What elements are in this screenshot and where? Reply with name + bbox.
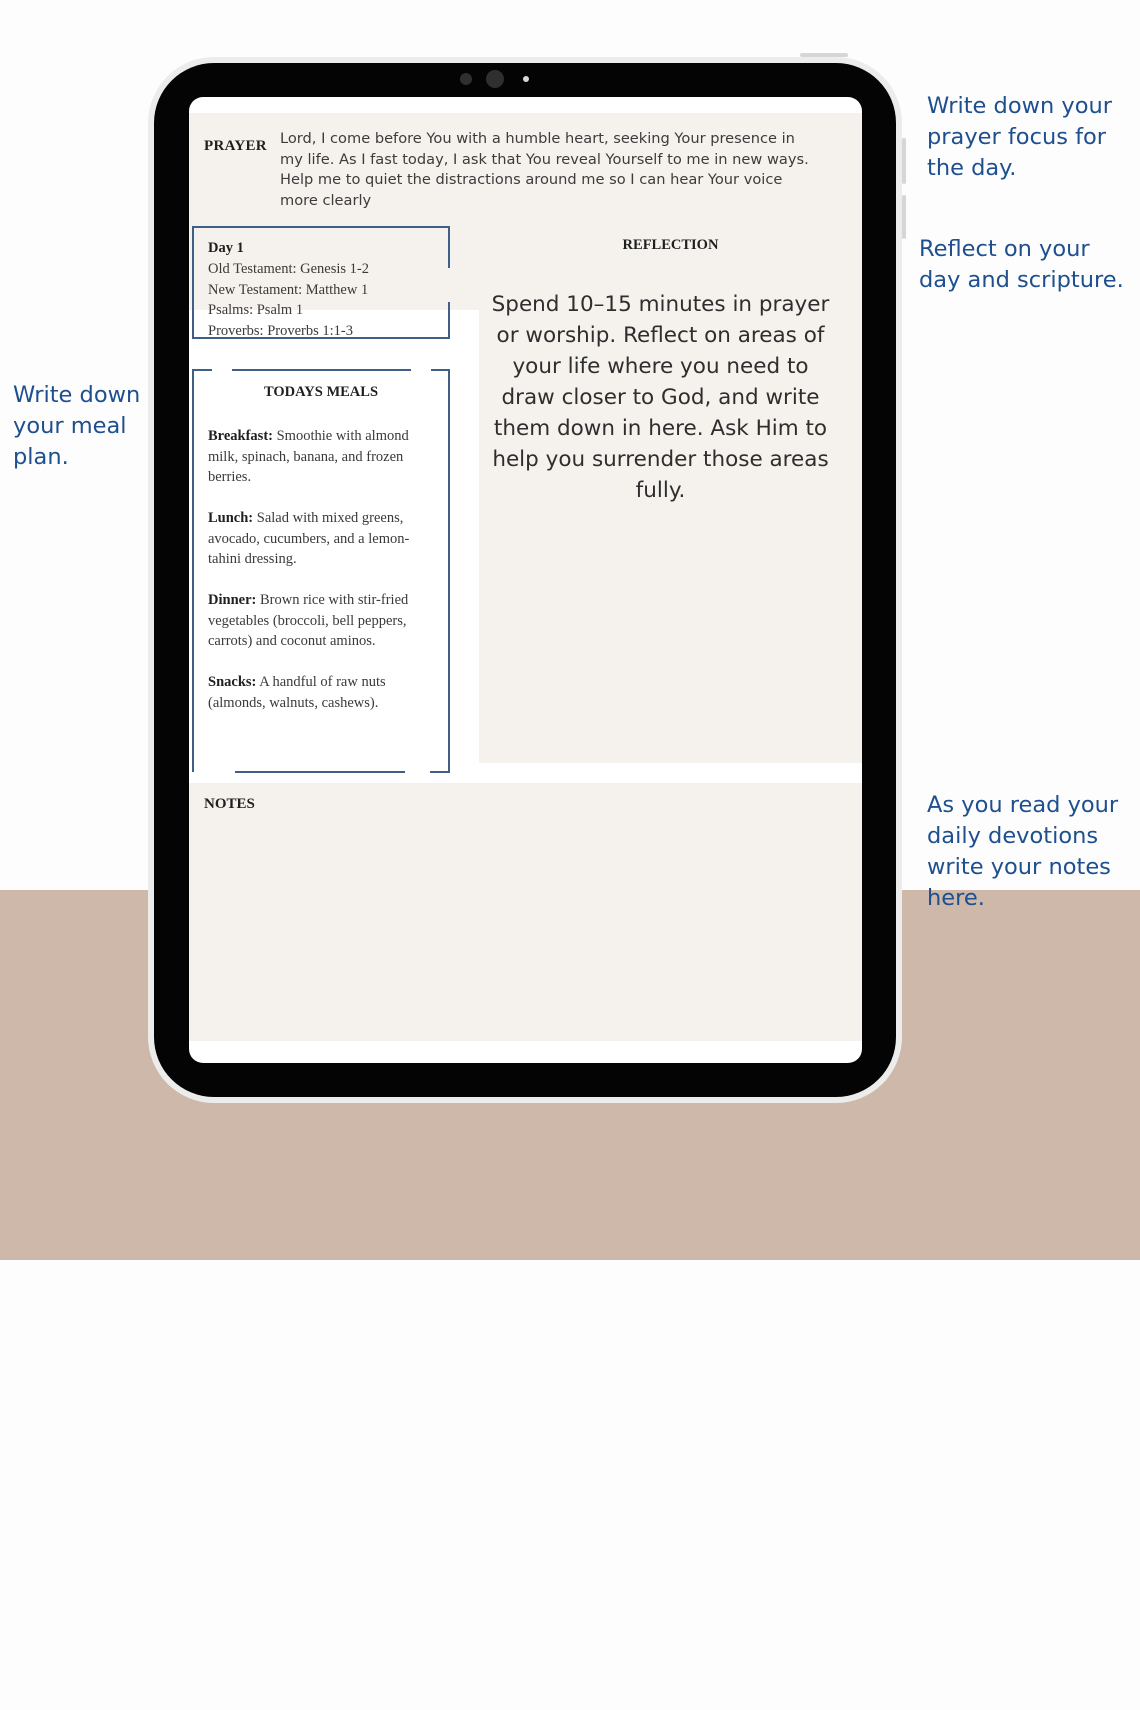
meals-box-border (448, 369, 450, 772)
callout-line: plan. (13, 444, 69, 470)
meals-box-border (192, 369, 212, 371)
prayer-line: Lord, I come before You with a humble heart, seeking Your presence in (280, 130, 795, 147)
camera-icon (486, 70, 504, 88)
prayer-line: Help me to quiet the distractions around me so I can hear Your voice (280, 171, 783, 188)
tablet-screen (189, 97, 862, 1063)
box-border (448, 302, 450, 339)
reflection-title: REFLECTION (622, 237, 719, 253)
top-button (800, 53, 848, 57)
callout-line: day and scripture. (919, 267, 1124, 293)
callout-line: Write down your (927, 93, 1113, 119)
prayer-line: more clearly (280, 191, 372, 209)
notes-callout (927, 790, 1118, 914)
meal-text: A handful of raw nuts (almonds, walnuts, cashews). (208, 674, 386, 711)
meals-callout (13, 380, 140, 473)
callout-line: Write down (13, 382, 141, 408)
meals-box-border (232, 369, 411, 371)
psalms-reading: Psalms: Psalm 1 (208, 302, 304, 319)
callout-line: daily devotions (927, 823, 1099, 849)
light-sensor-icon (523, 76, 529, 82)
callout-line: prayer focus for (927, 124, 1107, 150)
meal-breakfast[interactable] (208, 426, 440, 488)
meals-box-border (235, 771, 405, 773)
callout-line: the day. (927, 155, 1017, 181)
meal-text: Smoothie with almond milk, spinach, banana, and frozen berries. (208, 428, 409, 486)
meal-label: Dinner: (208, 592, 257, 608)
notes-label: NOTES (204, 796, 255, 812)
proverbs-reading: Proverbs: Proverbs 1:1-3 (208, 323, 353, 340)
callout-line: Reflect on your (919, 236, 1090, 262)
meal-label: Snacks: (208, 674, 257, 690)
meal-dinner[interactable] (208, 590, 440, 652)
callout-line: As you read your (927, 792, 1119, 818)
notes-panel[interactable] (189, 783, 862, 1041)
reflection-prompt: Spend 10–15 minutes in prayer or worship. Reflect on areas of your life where you need to draw closer to God, and write them down in here. Ask Him to help you surrender those areas fully. (491, 292, 830, 503)
volume-button (902, 138, 906, 184)
volume-button-2 (902, 195, 906, 239)
callout-line: write your notes (927, 854, 1111, 880)
meals-box-border (192, 369, 194, 772)
meals-box-border (430, 771, 450, 773)
prayer-line: my life. As I fast today, I ask that You reveal Yourself to me in new ways. (280, 150, 809, 168)
box-border (448, 226, 450, 268)
meal-text: Salad with mixed greens, avocado, cucumbers, and a lemon-tahini dressing. (208, 510, 410, 568)
reflection-panel[interactable] (479, 226, 862, 763)
prayer-callout (927, 91, 1112, 184)
old-testament-reading: Old Testament: Genesis 1-2 (208, 260, 370, 277)
meal-label: Lunch: (208, 510, 254, 526)
prayer-text (280, 129, 810, 211)
reflection-callout (919, 234, 1124, 296)
meal-snacks[interactable] (208, 672, 440, 713)
new-testament-reading: New Testament: Matthew 1 (208, 281, 369, 298)
callout-line: your meal (13, 413, 127, 439)
day-title: Day 1 (208, 240, 244, 256)
meal-label: Breakfast: (208, 428, 273, 444)
callout-line: here. (927, 885, 985, 911)
scripture-reading-list (208, 238, 369, 342)
prayer-label: PRAYER (204, 138, 267, 154)
meal-lunch[interactable] (208, 508, 440, 570)
meals-title: TODAYS MEALS (263, 384, 379, 400)
meals-box-border (431, 369, 450, 371)
sensor-icon (460, 73, 472, 85)
meal-text: Brown rice with stir-fried vegetables (broccoli, bell peppers, carrots) and coconut aminos. (208, 592, 409, 650)
